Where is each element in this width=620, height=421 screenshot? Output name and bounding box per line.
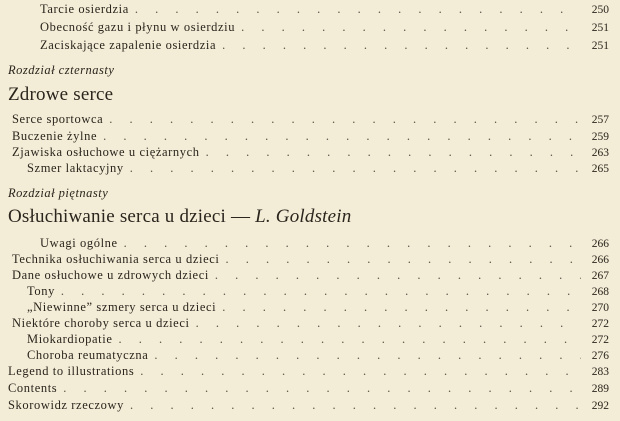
dot-leader bbox=[63, 380, 581, 396]
toc-entry-page: 292 bbox=[591, 400, 609, 412]
toc-entry-page: 267 bbox=[591, 270, 609, 282]
toc-entry-page: 276 bbox=[591, 350, 609, 362]
toc-entry-page: 251 bbox=[591, 40, 609, 52]
dot-leader bbox=[140, 363, 581, 379]
dot-leader bbox=[222, 37, 581, 53]
toc-entry-title: Technika osłuchiwania serca u dzieci bbox=[12, 252, 220, 266]
toc-entry bbox=[0, 251, 620, 267]
toc-entry-title: Choroba reumatyczna bbox=[27, 348, 149, 362]
dot-leader bbox=[215, 267, 581, 283]
toc-entry-page: 263 bbox=[591, 147, 609, 159]
toc-entry-title: Uwagi ogólne bbox=[40, 236, 118, 250]
toc-entry bbox=[0, 315, 620, 331]
toc-entry-title: Niektóre choroby serca u dzieci bbox=[12, 316, 190, 330]
toc-entry bbox=[0, 1, 620, 17]
toc-entry bbox=[0, 299, 620, 315]
toc-entry-title: Dane osłuchowe u zdrowych dzieci bbox=[12, 268, 209, 282]
dot-leader bbox=[135, 1, 581, 17]
toc-entry-page: 266 bbox=[591, 254, 609, 266]
toc-entry-page: 270 bbox=[591, 302, 609, 314]
dot-leader bbox=[196, 315, 581, 331]
toc-entry-page: 265 bbox=[591, 163, 609, 175]
toc-entry-title: Serce sportowca bbox=[12, 112, 104, 126]
toc-entry-page: 283 bbox=[591, 366, 609, 378]
dot-leader bbox=[130, 397, 581, 413]
dot-leader bbox=[124, 235, 581, 251]
toc-entry bbox=[0, 347, 620, 363]
toc-entry bbox=[0, 397, 620, 413]
toc-entry bbox=[0, 267, 620, 283]
toc-entry bbox=[0, 144, 620, 160]
toc-entry bbox=[0, 128, 620, 144]
toc-entry-title: Buczenie żylne bbox=[12, 129, 98, 143]
dot-leader bbox=[130, 160, 581, 176]
dot-leader bbox=[109, 111, 581, 127]
toc-entry-page: 257 bbox=[591, 114, 609, 126]
toc-entry-page: 268 bbox=[591, 286, 609, 298]
toc-entry bbox=[0, 380, 620, 396]
toc-entry bbox=[0, 331, 620, 347]
dot-leader bbox=[241, 19, 581, 35]
dot-leader bbox=[154, 347, 581, 363]
toc-entry-title: Zjawiska osłuchowe u ciężarnych bbox=[12, 145, 200, 159]
toc-entry bbox=[0, 111, 620, 127]
chapter-title: Zdrowe serce bbox=[8, 84, 114, 105]
toc-entry-page: 272 bbox=[591, 334, 609, 346]
toc-entry bbox=[0, 235, 620, 251]
toc-entry bbox=[0, 37, 620, 53]
toc-entry-title: Contents bbox=[8, 381, 58, 395]
dot-leader bbox=[222, 299, 581, 315]
toc-entry-title: Zaciskające zapalenie osierdzia bbox=[40, 38, 217, 52]
toc-entry bbox=[0, 19, 620, 35]
toc-entry-title: Miokardiopatie bbox=[27, 332, 113, 346]
toc-entry-title: Tarcie osierdzia bbox=[40, 2, 129, 16]
toc-entry bbox=[0, 283, 620, 299]
chapter-label: Rozdział czternasty bbox=[8, 63, 115, 77]
chapter-title-text: Osłuchiwanie serca u dzieci — bbox=[8, 206, 256, 227]
dot-leader bbox=[103, 128, 581, 144]
toc-entry-title: Skorowidz rzeczowy bbox=[8, 398, 124, 412]
toc-entry-title: Obecność gazu i płynu w osierdziu bbox=[40, 20, 236, 34]
chapter-label: Rozdział piętnasty bbox=[8, 186, 109, 200]
toc-entry-page: 266 bbox=[591, 238, 609, 250]
dot-leader bbox=[118, 331, 581, 347]
dot-leader bbox=[206, 144, 581, 160]
toc-entry-page: 272 bbox=[591, 318, 609, 330]
toc-entry-title: „Niewinne” szmery serca u dzieci bbox=[27, 300, 217, 314]
toc-entry-title: Legend to illustrations bbox=[8, 364, 135, 378]
toc-entry bbox=[0, 363, 620, 379]
toc-entry-title: Szmer laktacyjny bbox=[27, 161, 124, 175]
toc-entry-page: 289 bbox=[591, 383, 609, 395]
toc-entry-page: 251 bbox=[591, 22, 609, 34]
toc-entry-page: 259 bbox=[591, 131, 609, 143]
chapter-author: L. Goldstein bbox=[255, 206, 352, 227]
toc-entry-page: 250 bbox=[591, 4, 609, 16]
dot-leader bbox=[61, 283, 581, 299]
toc-entry-title: Tony bbox=[27, 284, 55, 298]
chapter-title bbox=[8, 206, 351, 228]
dot-leader bbox=[225, 251, 581, 267]
toc-entry bbox=[0, 160, 620, 176]
